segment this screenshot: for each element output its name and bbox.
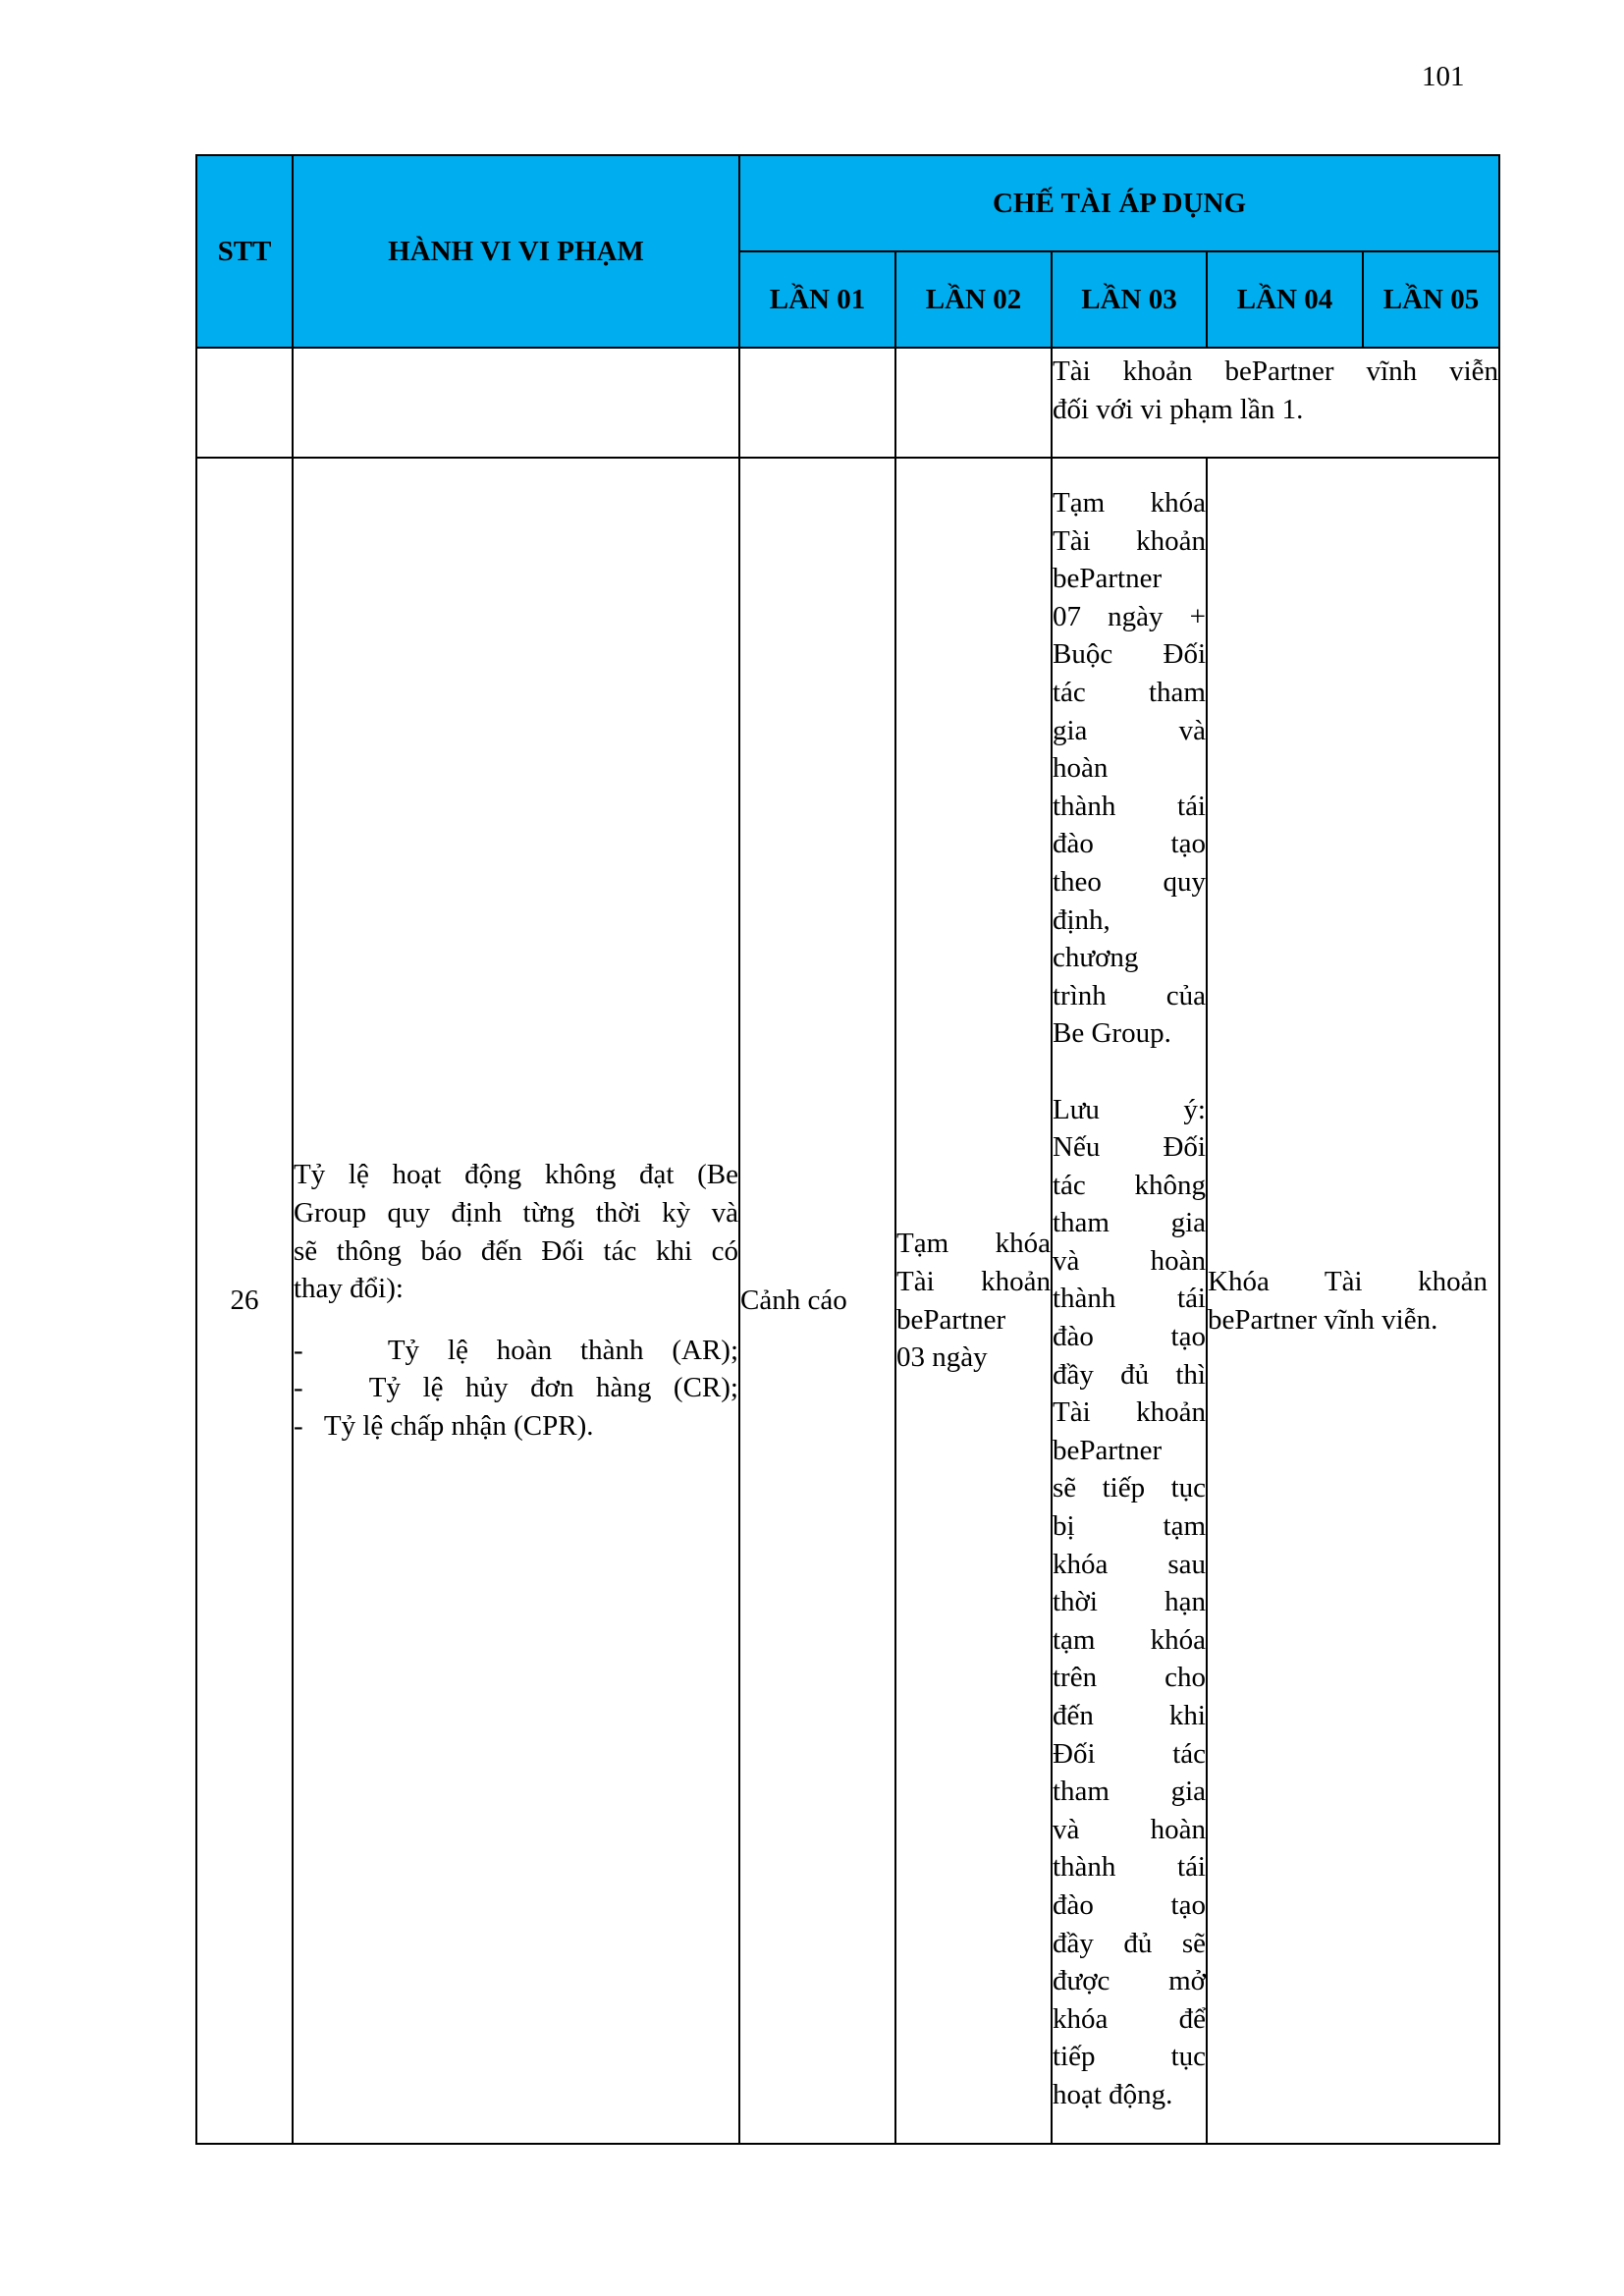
lan02-line-4: 03 ngày xyxy=(896,1341,988,1374)
violation-line-1: Tỷ lệ hoạt động không đạt (Be xyxy=(294,1159,738,1191)
header-lan-04: LẦN 04 xyxy=(1207,251,1363,348)
lan03-p2-line-23: đầy đủ sẽ xyxy=(1053,1927,1206,1959)
sanctions-table xyxy=(195,154,1500,2145)
lan02-line-1: Tạm khóa xyxy=(896,1228,1051,1260)
lan03-p2-line-25: khóa để xyxy=(1053,2002,1206,2035)
lan03-p2-line-10: bePartner xyxy=(1053,1434,1163,1466)
continued-sanction-cell xyxy=(1052,348,1499,458)
lan03-p2-line-18: Đối tác xyxy=(1053,1737,1206,1770)
lan03-p1-line-5: Buộc Đối xyxy=(1053,638,1206,671)
lan03-p2-line-27: hoạt động. xyxy=(1053,2078,1173,2110)
lan03-p2-line-15: tạm khóa xyxy=(1053,1623,1206,1656)
lan03-p2-line-6: thành tái xyxy=(1053,1283,1206,1315)
violation-item-ar: - Tỷ lệ hoàn thành (AR); xyxy=(294,1334,738,1366)
lan03-p2-line-4: tham gia xyxy=(1053,1207,1206,1239)
lan03-p2-line-9: Tài khoản xyxy=(1053,1396,1206,1429)
lan03-p2-line-20: và hoàn xyxy=(1053,1813,1206,1845)
row-26-lan04-05 xyxy=(1207,458,1499,2144)
lan03-p1-line-3: bePartner xyxy=(1053,563,1163,595)
violation-line-4: thay đổi): xyxy=(294,1273,404,1305)
lan03-p1-line-6: tác tham xyxy=(1053,676,1206,708)
lan03-p2-line-13: khóa sau xyxy=(1053,1548,1206,1580)
lan03-p2-line-14: thời hạn xyxy=(1053,1586,1206,1618)
lan03-p1-line-1: Tạm khóa xyxy=(1053,487,1206,519)
lan03-p1-line-7: gia và xyxy=(1053,714,1206,746)
lan03-p2-line-1: Lưu ý: xyxy=(1053,1093,1206,1125)
table-row-continued xyxy=(196,348,1499,458)
violation-item-cpr: - Tỷ lệ chấp nhận (CPR). xyxy=(294,1409,594,1442)
header-violation: HÀNH VI VI PHẠM xyxy=(293,155,739,348)
page-number: 101 xyxy=(1422,61,1465,92)
lan03-p2-line-22: đào tạo xyxy=(1053,1888,1206,1921)
lan03-part-2 xyxy=(1053,1091,1206,2114)
header-lan-03: LẦN 03 xyxy=(1052,251,1207,348)
lan02-line-2: Tài khoản xyxy=(896,1265,1051,1297)
violation-item-cr: - Tỷ lệ hủy đơn hàng (CR); xyxy=(294,1372,738,1404)
violation-line-2: Group quy định từng thời kỳ và xyxy=(294,1197,738,1230)
lan03-p2-line-8: đầy đủ thì xyxy=(1053,1358,1206,1391)
lan03-p1-line-14: trình của xyxy=(1053,979,1206,1011)
lan03-p1-line-4: 07 ngày + xyxy=(1053,600,1206,632)
lan02-line-3: bePartner xyxy=(896,1303,1006,1336)
header-stt: STT xyxy=(196,155,293,348)
lan03-p1-line-12: định, xyxy=(1053,903,1110,936)
lan04-line-1: Khóa Tài khoản xyxy=(1208,1265,1488,1297)
lan03-p2-line-5: và hoàn xyxy=(1053,1244,1206,1277)
lan03-p2-line-19: tham gia xyxy=(1053,1776,1206,1808)
lan03-p2-line-3: tác không xyxy=(1053,1169,1206,1201)
lan03-p2-line-17: đến khi xyxy=(1053,1700,1206,1731)
lan03-p1-line-15: Be Group. xyxy=(1053,1017,1171,1050)
row-26-lan03 xyxy=(1052,458,1207,2144)
lan03-p2-line-12: bị tạm xyxy=(1053,1510,1206,1543)
row-26-violation xyxy=(293,458,739,2144)
row-26-lan02 xyxy=(895,458,1052,2144)
continued-sanction-line-1: Tài khoản bePartner vĩnh viễn xyxy=(1053,355,1499,387)
table-row-26 xyxy=(196,458,1499,2144)
lan03-part-1 xyxy=(1053,484,1206,1053)
continued-sanction-line-2: đối với vi phạm lần 1. xyxy=(1053,393,1304,425)
lan03-p2-line-16: trên cho xyxy=(1053,1662,1206,1694)
lan03-p1-line-10: đào tạo xyxy=(1053,828,1206,860)
header-sanctions: CHẾ TÀI ÁP DỤNG xyxy=(739,155,1499,251)
continued-lan01-cell xyxy=(739,348,895,458)
lan03-p2-line-26: tiếp tục xyxy=(1053,2041,1206,2073)
lan03-p2-line-7: đào tạo xyxy=(1053,1321,1206,1353)
lan03-p1-line-2: Tài khoản xyxy=(1053,524,1206,557)
header-lan-01: LẦN 01 xyxy=(739,251,895,348)
continued-stt-cell xyxy=(196,348,293,458)
header-lan-02: LẦN 02 xyxy=(895,251,1052,348)
lan03-p1-line-13: chương xyxy=(1053,942,1139,974)
lan03-p2-line-24: được mở xyxy=(1053,1965,1206,1997)
lan03-p1-line-8: hoàn xyxy=(1053,752,1109,785)
continued-lan02-cell xyxy=(895,348,1052,458)
continued-violation-cell xyxy=(293,348,739,458)
row-26-stt: 26 xyxy=(196,458,293,2144)
lan03-p2-line-2: Nếu Đối xyxy=(1053,1131,1206,1164)
violation-line-3: sẽ thông báo đến Đối tác khi có xyxy=(294,1234,738,1267)
row-26-lan01: Cảnh cáo xyxy=(739,458,895,2144)
lan03-p1-line-9: thành tái xyxy=(1053,790,1206,822)
header-lan-05: LẦN 05 xyxy=(1363,251,1499,348)
lan04-line-2: bePartner vĩnh viễn. xyxy=(1208,1303,1438,1336)
lan03-p2-line-21: thành tái xyxy=(1053,1851,1206,1884)
lan03-p1-line-11: theo quy xyxy=(1053,865,1206,898)
lan03-p2-line-11: sẽ tiếp tục xyxy=(1053,1472,1206,1504)
